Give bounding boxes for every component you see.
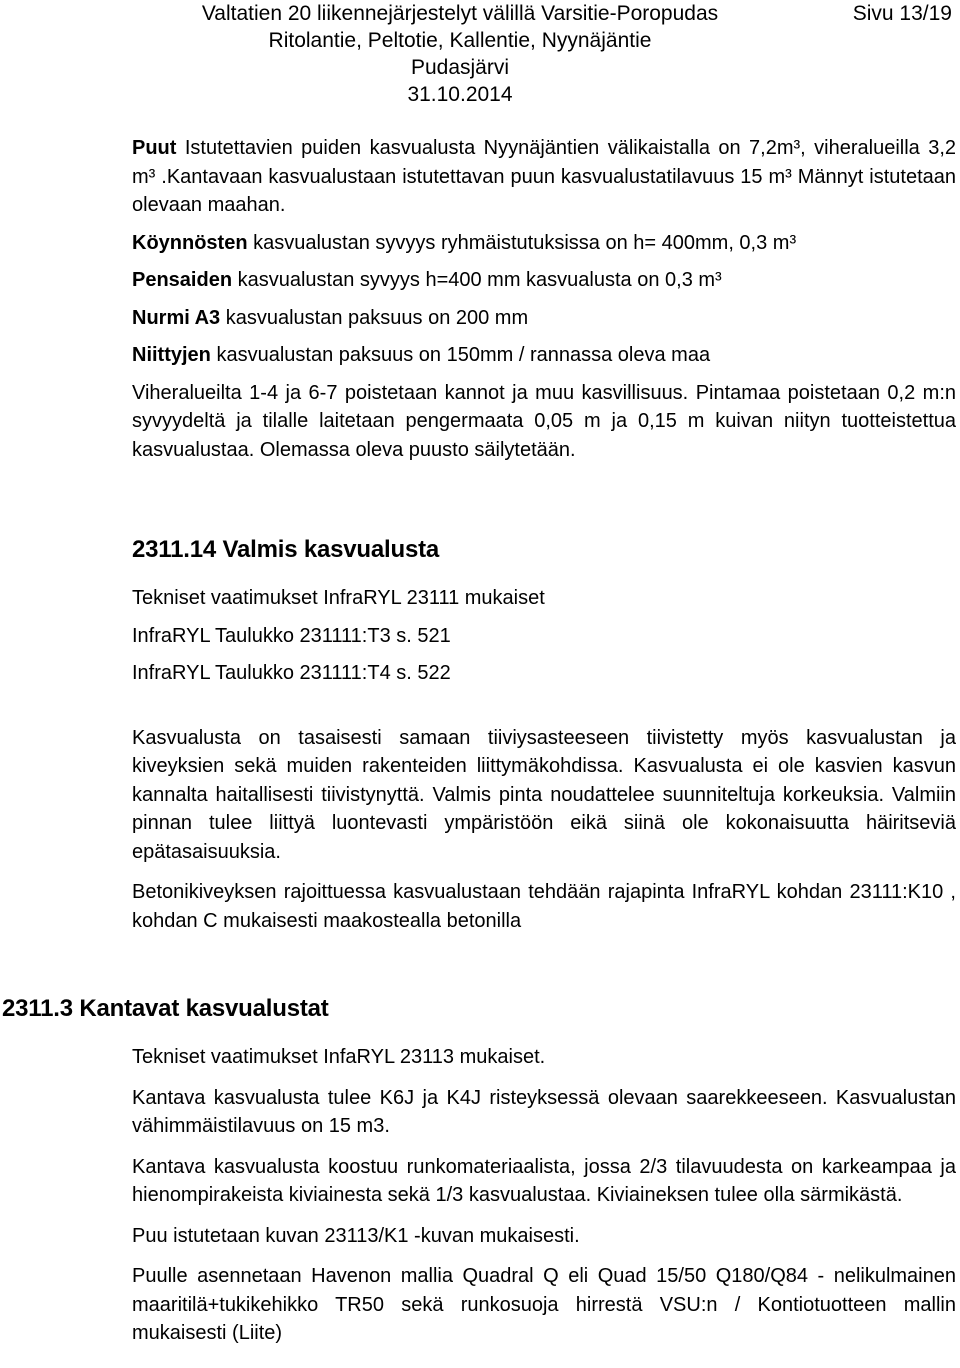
requirement-line: InfraRYL Taulukko 231111:T3 s. 521 bbox=[132, 624, 451, 647]
lawn-paragraph bbox=[132, 304, 956, 333]
section-heading-kantavat: 2311.3 Kantavat kasvualustat bbox=[2, 995, 329, 1022]
section-kantavat-body bbox=[132, 1043, 956, 1348]
section-heading-valmis: 2311.14 Valmis kasvualusta bbox=[132, 536, 440, 563]
lawn-text: kasvualustan paksuus on 200 mm bbox=[220, 306, 529, 329]
requirement-line: Tekniset vaatimukset InfraRYL 23111 mukaiset bbox=[132, 587, 545, 609]
kantavat-paragraph-4: Puulle asennetaan Havenon mallia Quadral Q eli Quad 15/50 Q180/Q84 - nelikulmainen maaritilä+tukikehikko TR50 sekä runkosuoja hirrestä VSU:n / Kontiotuotteen mallin mukaisesti (Liite) bbox=[132, 1265, 956, 1344]
kantavat-paragraph-2: Kantava kasvualusta koostuu runkomateriaalista, jossa 2/3 tilavuudesta on karkeampaa ja hienompirakeista kiviainesta sekä 1/3 kasvualustaa. Kiviaineksen tulee olla särmikästä. bbox=[132, 1155, 956, 1206]
page-number: Sivu 13/19 bbox=[852, 2, 952, 25]
page-header bbox=[0, 0, 960, 110]
lawn-label: Nurmi A3 bbox=[132, 306, 221, 329]
header-date: 31.10.2014 bbox=[407, 83, 513, 106]
green-areas-paragraph: Viheralueilta 1-4 ja 6-7 poistetaan kannot ja muu kasvillisuus. Pintamaa poistetaan 0,2 m:n syvyydeltä ja tilalle laitetaan pengermaata 0,05 m ja 0,15 m kuivan niityn tuotteistettua kasvualustaa. Olemassa oleva puusto säilytetään. bbox=[132, 381, 956, 461]
header-location: Pudasjärvi bbox=[410, 56, 510, 79]
trees-label: Puut bbox=[132, 137, 177, 159]
shrubs-text: kasvualustan syvyys h=400 mm kasvualusta on 0,3 m³ bbox=[232, 269, 722, 291]
intro-block bbox=[132, 134, 956, 464]
vines-label: Köynnösten bbox=[132, 231, 248, 254]
shrubs-label: Pensaiden bbox=[132, 269, 233, 291]
valmis-paragraph-2: Betonikiveyksen rajoittuessa kasvualustaan tehdään rajapinta InfraRYL kohdan 23111:K10 , kohdan C mukaisesti maakostealla betonilla bbox=[132, 881, 956, 932]
kantavat-requirement: Tekniset vaatimukset InfaRYL 23113 mukaiset. bbox=[132, 1046, 546, 1068]
meadow-label: Niittyjen bbox=[132, 344, 211, 366]
shrubs-paragraph bbox=[132, 266, 956, 295]
vines-text: kasvualustan syvyys ryhmäistutuksissa on h= 400mm, 0,3 m³ bbox=[247, 231, 797, 254]
meadow-paragraph bbox=[132, 341, 956, 370]
trees-paragraph bbox=[132, 134, 956, 220]
header-title-block bbox=[130, 0, 790, 108]
trees-text: Istutettavien puiden kasvualusta Nyynäjäntien välikaistalla on 7,2m³, viheralueilla 3,2 m³ .Kantavaan kasvualustaan istutettavan puun kasvualustatilavuus 15 m³ Männyt istutetaan olevaan maahan. bbox=[132, 137, 956, 216]
kantavat-paragraph-3: Puu istutetaan kuvan 23113/K1 -kuvan mukaisesti. bbox=[132, 1224, 580, 1247]
header-roads: Ritolantie, Peltotie, Kallentie, Nyynäjäntie bbox=[268, 29, 652, 52]
valmis-paragraph-1: Kasvualusta on tasaisesti samaan tiiviysasteeseen tiivistetty myös kasvualustan ja kiveyksien sekä muiden rakenteiden liittymäkohdissa. Kasvualusta ei ole kasvien kasvun kannalta haitallisesti tiivistynyttä. Valmis pinta noudattelee suunniteltuja korkeuksia. Valmiin pinnan tulee liittyä luontevasti ympäristöön eikä siinä ole kokonaisuutta häiritseviä epätasaisuuksia. bbox=[132, 726, 956, 863]
meadow-text: kasvualustan paksuus on 150mm / rannassa oleva maa bbox=[210, 344, 711, 366]
kantavat-paragraph-1: Kantava kasvualusta tulee K6J ja K4J risteyksessä olevaan saarekkeeseen. Kasvualustan vähimmäistilavuus on 15 m3. bbox=[132, 1086, 956, 1137]
requirement-line: InfraRYL Taulukko 231111:T4 s. 522 bbox=[132, 662, 451, 684]
header-project-title: Valtatien 20 liikennejärjestelyt välillä Varsitie-Poropudas bbox=[201, 2, 719, 25]
section-valmis-body bbox=[132, 584, 956, 935]
vines-paragraph bbox=[132, 229, 956, 258]
